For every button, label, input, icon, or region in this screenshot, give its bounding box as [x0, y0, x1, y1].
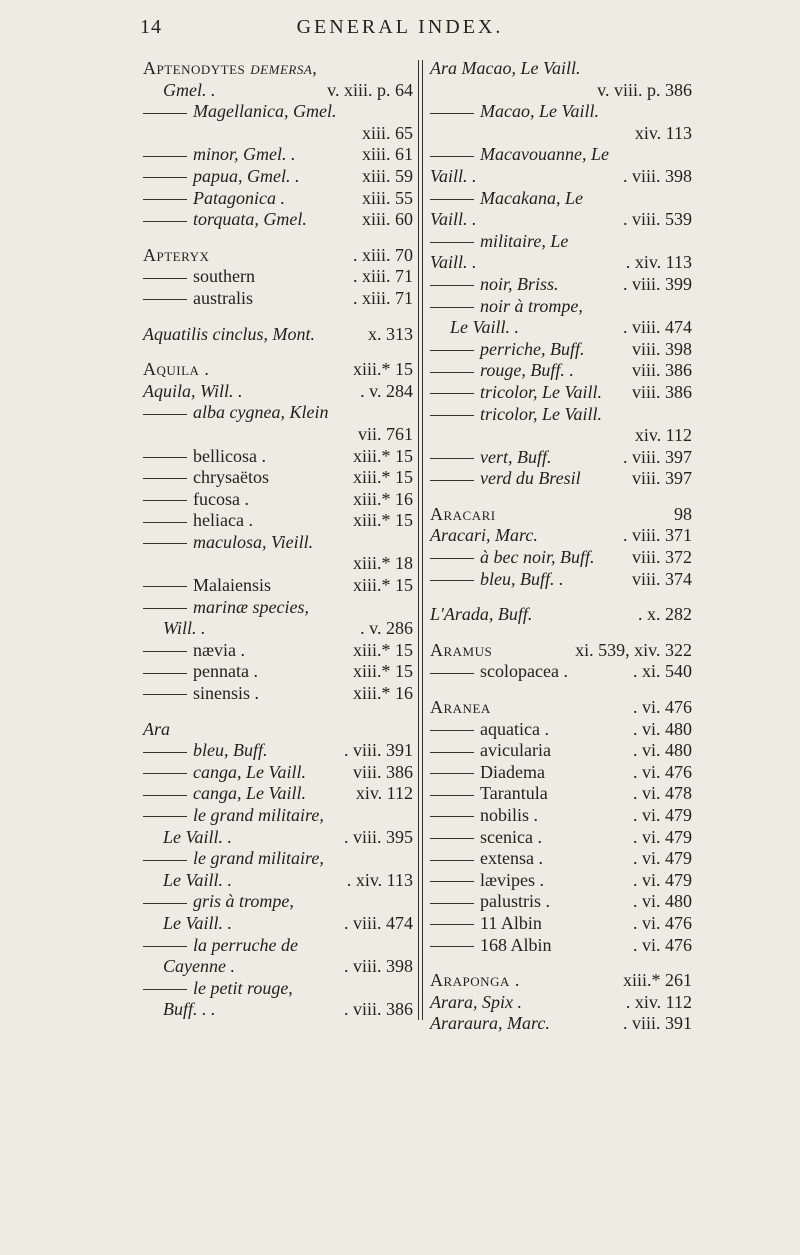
- entry-term: la perruche de: [143, 935, 298, 957]
- index-entry: [430, 504, 692, 526]
- entry-reference: . viii. 371: [622, 525, 692, 546]
- entry-reference: x. 313: [368, 323, 413, 344]
- entry-term: à bec noir, Buff.: [430, 547, 595, 569]
- entry-term: Araponga .: [430, 970, 520, 991]
- index-entry: [430, 740, 692, 762]
- index-entry: [143, 640, 413, 662]
- index-entry: [143, 575, 413, 597]
- entry-term: canga, Le Vaill.: [143, 783, 306, 805]
- entry-gap: [143, 345, 413, 359]
- index-entry: [430, 339, 692, 361]
- index-entry: [430, 913, 692, 935]
- ditto-dash: [430, 946, 474, 947]
- index-entry: [143, 935, 413, 957]
- index-entry: [143, 381, 413, 403]
- ditto-dash: [430, 558, 474, 559]
- ditto-dash: [143, 795, 187, 796]
- entry-term: Macavouanne, Le: [430, 144, 609, 166]
- ditto-dash: [143, 414, 187, 415]
- index-entry: [143, 762, 413, 784]
- entry-term: noir à trompe,: [430, 296, 583, 318]
- ditto-dash: [143, 946, 187, 947]
- entry-reference: . viii. 386: [343, 999, 413, 1020]
- ditto-dash: [430, 199, 474, 200]
- ditto-dash: [143, 773, 187, 774]
- entry-term: nævia .: [143, 640, 245, 662]
- index-entry: [143, 489, 413, 511]
- entry-gap: [430, 956, 692, 970]
- entry-term: Gmel. .: [163, 79, 216, 100]
- entry-reference: v. viii. p. 386: [597, 79, 692, 100]
- entry-term: Aracari: [430, 503, 496, 524]
- index-column-left: [143, 58, 413, 1021]
- ditto-dash: [430, 415, 474, 416]
- entry-term: gris à trompe,: [143, 891, 294, 913]
- entry-reference: xiii.* 16: [352, 488, 413, 509]
- entry-reference: . viii. 474: [343, 912, 413, 933]
- ditto-dash: [143, 278, 187, 279]
- index-entry: [143, 891, 413, 913]
- index-entry: [430, 468, 692, 490]
- entry-reference: . vi. 479: [632, 848, 692, 869]
- index-entry: [143, 359, 413, 381]
- entry-term: Patagonica .: [143, 188, 285, 210]
- entry-reference: xiii.* 15: [352, 359, 413, 380]
- entry-term: Aptenodytes demersa,: [143, 58, 318, 78]
- index-entry: [143, 978, 413, 1000]
- entry-term: Will. .: [163, 618, 206, 639]
- entry-reference: . xi. 540: [632, 661, 692, 682]
- ditto-dash: [143, 673, 187, 674]
- entry-reference: xiii.* 15: [352, 445, 413, 466]
- entry-term: perriche, Buff.: [430, 339, 584, 361]
- ditto-dash: [143, 299, 187, 300]
- ditto-dash: [430, 480, 474, 481]
- entry-reference: xiii. 65: [361, 122, 413, 143]
- ditto-dash: [430, 838, 474, 839]
- index-entry: [143, 532, 413, 554]
- index-entry: [143, 446, 413, 468]
- entry-reference: xiii. 59: [361, 165, 413, 186]
- index-entry: [143, 266, 413, 288]
- entry-reference: . vi. 476: [632, 697, 692, 718]
- ditto-dash: [430, 393, 474, 394]
- index-entry: [143, 467, 413, 489]
- entry-term: Araraura, Marc.: [430, 1013, 550, 1034]
- entry-reference: . vi. 479: [632, 805, 692, 825]
- entry-term: Aranea: [430, 697, 491, 718]
- index-entry: [430, 762, 692, 784]
- entry-term: papua, Gmel. .: [143, 166, 300, 188]
- ditto-dash: [143, 177, 187, 178]
- entry-term: Macakana, Le: [430, 188, 583, 210]
- entry-term: aquatica .: [430, 719, 549, 741]
- index-entry: [430, 447, 692, 469]
- entry-reference: xiii.* 261: [622, 970, 692, 991]
- index-entry: [143, 956, 413, 978]
- entry-term: Macao, Le Vaill.: [430, 101, 599, 123]
- index-entry: [430, 360, 692, 382]
- index-entry: [430, 525, 692, 547]
- index-entry: [143, 783, 413, 805]
- entry-reference: v. xiii. p. 64: [327, 79, 413, 100]
- entry-gap: [143, 705, 413, 719]
- entry-term: 11 Albin: [430, 913, 542, 935]
- index-entry: [430, 252, 692, 274]
- index-entry: [430, 296, 692, 318]
- ditto-dash: [430, 580, 474, 581]
- index-entry: [430, 569, 692, 591]
- entry-term: bellicosa .: [143, 446, 266, 468]
- index-entry: [430, 101, 692, 123]
- entry-term: torquata, Gmel.: [143, 209, 307, 231]
- column-divider: [418, 60, 423, 1020]
- index-entry: [430, 166, 692, 188]
- entry-reference: 98: [674, 503, 692, 524]
- index-entry: [430, 1013, 692, 1035]
- entry-term: Arara, Spix .: [430, 991, 522, 1012]
- entry-term: avicularia: [430, 740, 551, 762]
- index-entry: [430, 188, 692, 210]
- index-entry: [430, 425, 692, 447]
- ditto-dash: [430, 673, 474, 674]
- index-entry: [143, 80, 413, 102]
- index-entry: [430, 80, 692, 102]
- page-number: 14: [140, 16, 162, 38]
- index-entry: [143, 209, 413, 231]
- entry-reference: . vi. 476: [632, 761, 692, 782]
- ditto-dash: [143, 752, 187, 753]
- entry-term: fucosa .: [143, 489, 249, 511]
- entry-term: le petit rouge,: [143, 978, 293, 1000]
- entry-term: canga, Le Vaill.: [143, 762, 306, 784]
- index-entry: [430, 848, 692, 870]
- entry-term: noir, Briss.: [430, 274, 559, 296]
- entry-reference: . x. 282: [638, 604, 692, 625]
- ditto-dash: [143, 156, 187, 157]
- entry-term: australis: [143, 288, 253, 310]
- index-entry: [143, 188, 413, 210]
- index-entry: [430, 144, 692, 166]
- entry-reference: xiii. 60: [361, 209, 413, 230]
- entry-term: le grand militaire,: [143, 805, 324, 827]
- entry-reference: viii. 372: [631, 547, 692, 568]
- entry-term: Aracari, Marc.: [430, 525, 538, 546]
- entry-reference: . xiv. 112: [625, 991, 692, 1012]
- entry-gap: [430, 626, 692, 640]
- index-entry: [143, 719, 413, 741]
- entry-term: Aquila .: [143, 359, 210, 380]
- ditto-dash: [143, 221, 187, 222]
- entry-gap: [430, 590, 692, 604]
- entry-term: bleu, Buff. .: [430, 569, 564, 591]
- entry-term: Le Vaill. .: [163, 912, 233, 933]
- entry-reference: xi. 539, xiv. 322: [575, 639, 692, 660]
- entry-term: L'Arada, Buff.: [430, 604, 533, 625]
- ditto-dash: [143, 500, 187, 501]
- entry-reference: viii. 398: [631, 338, 692, 359]
- ditto-dash: [143, 608, 187, 609]
- entry-term: lævipes .: [430, 870, 544, 892]
- entry-gap: [430, 490, 692, 504]
- index-entry: [430, 640, 692, 662]
- entry-term: Ara Macao, Le Vaill.: [430, 58, 581, 78]
- entry-term: Le Vaill. .: [450, 317, 520, 338]
- entry-term: bleu, Buff.: [143, 740, 268, 762]
- index-entry: [143, 805, 413, 827]
- index-entry: [143, 913, 413, 935]
- entry-gap: [143, 310, 413, 324]
- entry-term: rouge, Buff. .: [430, 360, 574, 382]
- ditto-dash: [430, 773, 474, 774]
- entry-reference: . vi. 476: [632, 934, 692, 955]
- entry-reference: xiv. 113: [634, 122, 692, 143]
- ditto-dash: [143, 860, 187, 861]
- entry-term: Buff. . .: [163, 999, 216, 1020]
- entry-reference: . viii. 398: [343, 956, 413, 977]
- index-entry: [430, 547, 692, 569]
- entry-reference: . v. 286: [360, 618, 413, 639]
- entry-reference: xiii. 55: [361, 187, 413, 208]
- index-entry: [143, 166, 413, 188]
- entry-reference: . viii. 539: [622, 209, 692, 230]
- ditto-dash: [430, 156, 474, 157]
- entry-term: Magellanica, Gmel.: [143, 101, 336, 123]
- entry-reference: viii. 386: [631, 360, 692, 381]
- entry-term: Vaill. .: [430, 209, 477, 230]
- entry-reference: viii. 386: [631, 381, 692, 402]
- ditto-dash: [430, 881, 474, 882]
- entry-reference: xiv. 112: [634, 425, 692, 446]
- entry-reference: . vi. 480: [632, 891, 692, 912]
- entry-term: le grand militaire,: [143, 848, 324, 870]
- index-entry: [430, 891, 692, 913]
- ditto-dash: [430, 924, 474, 925]
- entry-reference: . viii. 391: [622, 1013, 692, 1034]
- entry-term: scenica .: [430, 827, 542, 849]
- index-entry: [430, 970, 692, 992]
- entry-term: verd du Bresil: [430, 468, 581, 490]
- ditto-dash: [430, 458, 474, 459]
- ditto-dash: [430, 372, 474, 373]
- ditto-dash: [143, 522, 187, 523]
- entry-reference: viii. 397: [631, 468, 692, 489]
- ditto-dash: [143, 903, 187, 904]
- entry-reference: xiii.* 15: [352, 575, 413, 596]
- index-entry: [143, 827, 413, 849]
- entry-reference: . vi. 478: [632, 783, 692, 804]
- ditto-dash: [430, 285, 474, 286]
- entry-term: vert, Buff.: [430, 447, 551, 469]
- ditto-dash: [430, 795, 474, 796]
- entry-reference: . viii. 398: [622, 165, 692, 186]
- index-entry: [430, 805, 692, 827]
- entry-term: Ara: [143, 718, 170, 739]
- index-entry: [143, 661, 413, 683]
- index-entry: [143, 740, 413, 762]
- ditto-dash: [143, 543, 187, 544]
- entry-term: nobilis .: [430, 805, 538, 827]
- index-entry: [430, 697, 692, 719]
- index-entry: [430, 209, 692, 231]
- index-entry: [430, 827, 692, 849]
- ditto-dash: [430, 730, 474, 731]
- entry-term: Aquila, Will. .: [143, 380, 243, 401]
- index-entry: [143, 553, 413, 575]
- ditto-dash: [430, 350, 474, 351]
- entry-term: maculosa, Vieill.: [143, 532, 313, 554]
- entry-reference: vii. 761: [357, 423, 413, 444]
- entry-term: pennata .: [143, 661, 258, 683]
- index-entry: [430, 404, 692, 426]
- entry-reference: xiii. 61: [361, 144, 413, 165]
- entry-reference: . xiii. 71: [352, 287, 413, 308]
- entry-reference: xiv. 112: [355, 783, 413, 804]
- entry-reference: . vi. 476: [632, 912, 692, 933]
- entry-reference: . vi. 480: [632, 718, 692, 739]
- index-entry: [143, 597, 413, 619]
- index-entry: [143, 848, 413, 870]
- entry-term: Malaiensis: [143, 575, 271, 597]
- entry-term: alba cygnea, Klein: [143, 402, 328, 424]
- ditto-dash: [143, 989, 187, 990]
- index-entry: [430, 870, 692, 892]
- entry-term: palustris .: [430, 891, 550, 913]
- entry-term: Apteryx: [143, 244, 210, 265]
- entry-reference: . vi. 479: [632, 869, 692, 890]
- entry-term: marinæ species,: [143, 597, 309, 619]
- index-entry: [143, 683, 413, 705]
- entry-term: Aquatilis cinclus, Mont.: [143, 323, 315, 344]
- entry-term: Vaill. .: [430, 165, 477, 186]
- ditto-dash: [143, 651, 187, 652]
- entry-reference: . xiv. 113: [346, 869, 413, 890]
- index-entry: [143, 999, 413, 1021]
- index-entry: [430, 123, 692, 145]
- entry-term: 168 Albin: [430, 935, 552, 957]
- index-entry: [143, 424, 413, 446]
- entry-term: Le Vaill. .: [163, 826, 233, 847]
- entry-term: Tarantula: [430, 783, 548, 805]
- index-entry: [143, 618, 413, 640]
- index-entry: [143, 510, 413, 532]
- entry-reference: . xiv. 113: [625, 252, 692, 273]
- entry-reference: xiii.* 18: [352, 553, 413, 574]
- index-column-right: [430, 58, 692, 1035]
- entry-term: Cayenne .: [163, 956, 235, 977]
- entry-reference: . viii. 399: [622, 273, 692, 294]
- entry-term: minor, Gmel. .: [143, 144, 296, 166]
- ditto-dash: [430, 816, 474, 817]
- entry-term: Le Vaill. .: [163, 869, 233, 890]
- index-entry: [430, 317, 692, 339]
- ditto-dash: [143, 478, 187, 479]
- entry-reference: xiii.* 15: [352, 510, 413, 531]
- entry-reference: xiii.* 15: [352, 661, 413, 682]
- ditto-dash: [430, 242, 474, 243]
- entry-term: heliaca .: [143, 510, 253, 532]
- index-entry: [430, 604, 692, 626]
- entry-term: Aramus: [430, 639, 493, 660]
- entry-term: chrysaëtos: [143, 467, 269, 489]
- entry-reference: . v. 284: [360, 380, 413, 401]
- entry-reference: viii. 386: [352, 761, 413, 782]
- index-entry: [430, 783, 692, 805]
- entry-reference: . vi. 480: [632, 740, 692, 761]
- index-entry: [143, 288, 413, 310]
- index-entry: [143, 870, 413, 892]
- index-entry: [430, 231, 692, 253]
- ditto-dash: [143, 113, 187, 114]
- entry-term: tricolor, Le Vaill.: [430, 382, 602, 404]
- ditto-dash: [143, 694, 187, 695]
- index-entry: [143, 144, 413, 166]
- ditto-dash: [143, 199, 187, 200]
- index-entry: [430, 274, 692, 296]
- entry-term: southern: [143, 266, 255, 288]
- ditto-dash: [430, 903, 474, 904]
- entry-reference: viii. 374: [631, 568, 692, 589]
- index-entry: [143, 245, 413, 267]
- entry-reference: . viii. 474: [622, 317, 692, 338]
- entry-reference: . xiii. 70: [352, 244, 413, 265]
- entry-reference: . viii. 395: [343, 826, 413, 847]
- index-entry: [143, 101, 413, 123]
- entry-gap: [430, 683, 692, 697]
- ditto-dash: [143, 457, 187, 458]
- index-entry: [143, 324, 413, 346]
- entry-reference: xiii.* 16: [352, 683, 413, 704]
- entry-term: extensa .: [430, 848, 543, 870]
- entry-term: sinensis .: [143, 683, 259, 705]
- index-entry: [143, 402, 413, 424]
- entry-reference: . viii. 391: [343, 740, 413, 761]
- running-head: GENERAL INDEX.: [296, 16, 504, 38]
- entry-reference: . xiii. 71: [352, 266, 413, 287]
- index-entry: [430, 661, 692, 683]
- entry-term: tricolor, Le Vaill.: [430, 404, 602, 426]
- index-entry: [430, 382, 692, 404]
- index-entry: [143, 123, 413, 145]
- ditto-dash: [430, 307, 474, 308]
- entry-reference: xiii.* 15: [352, 639, 413, 660]
- ditto-dash: [430, 113, 474, 114]
- entry-reference: . viii. 397: [622, 446, 692, 467]
- entry-reference: . vi. 479: [632, 826, 692, 847]
- entry-term: militaire, Le: [430, 231, 568, 253]
- ditto-dash: [143, 586, 187, 587]
- index-entry: [430, 935, 692, 957]
- ditto-dash: [430, 860, 474, 861]
- index-entry: [143, 58, 413, 80]
- entry-term: scolopacea .: [430, 661, 568, 683]
- index-entry: [430, 992, 692, 1014]
- entry-gap: [143, 231, 413, 245]
- entry-term: Diadema: [430, 762, 545, 784]
- ditto-dash: [143, 816, 187, 817]
- entry-reference: xiii.* 15: [352, 467, 413, 488]
- index-entry: [430, 719, 692, 741]
- index-entry: [430, 58, 692, 80]
- ditto-dash: [430, 752, 474, 753]
- entry-term: Vaill. .: [430, 252, 477, 273]
